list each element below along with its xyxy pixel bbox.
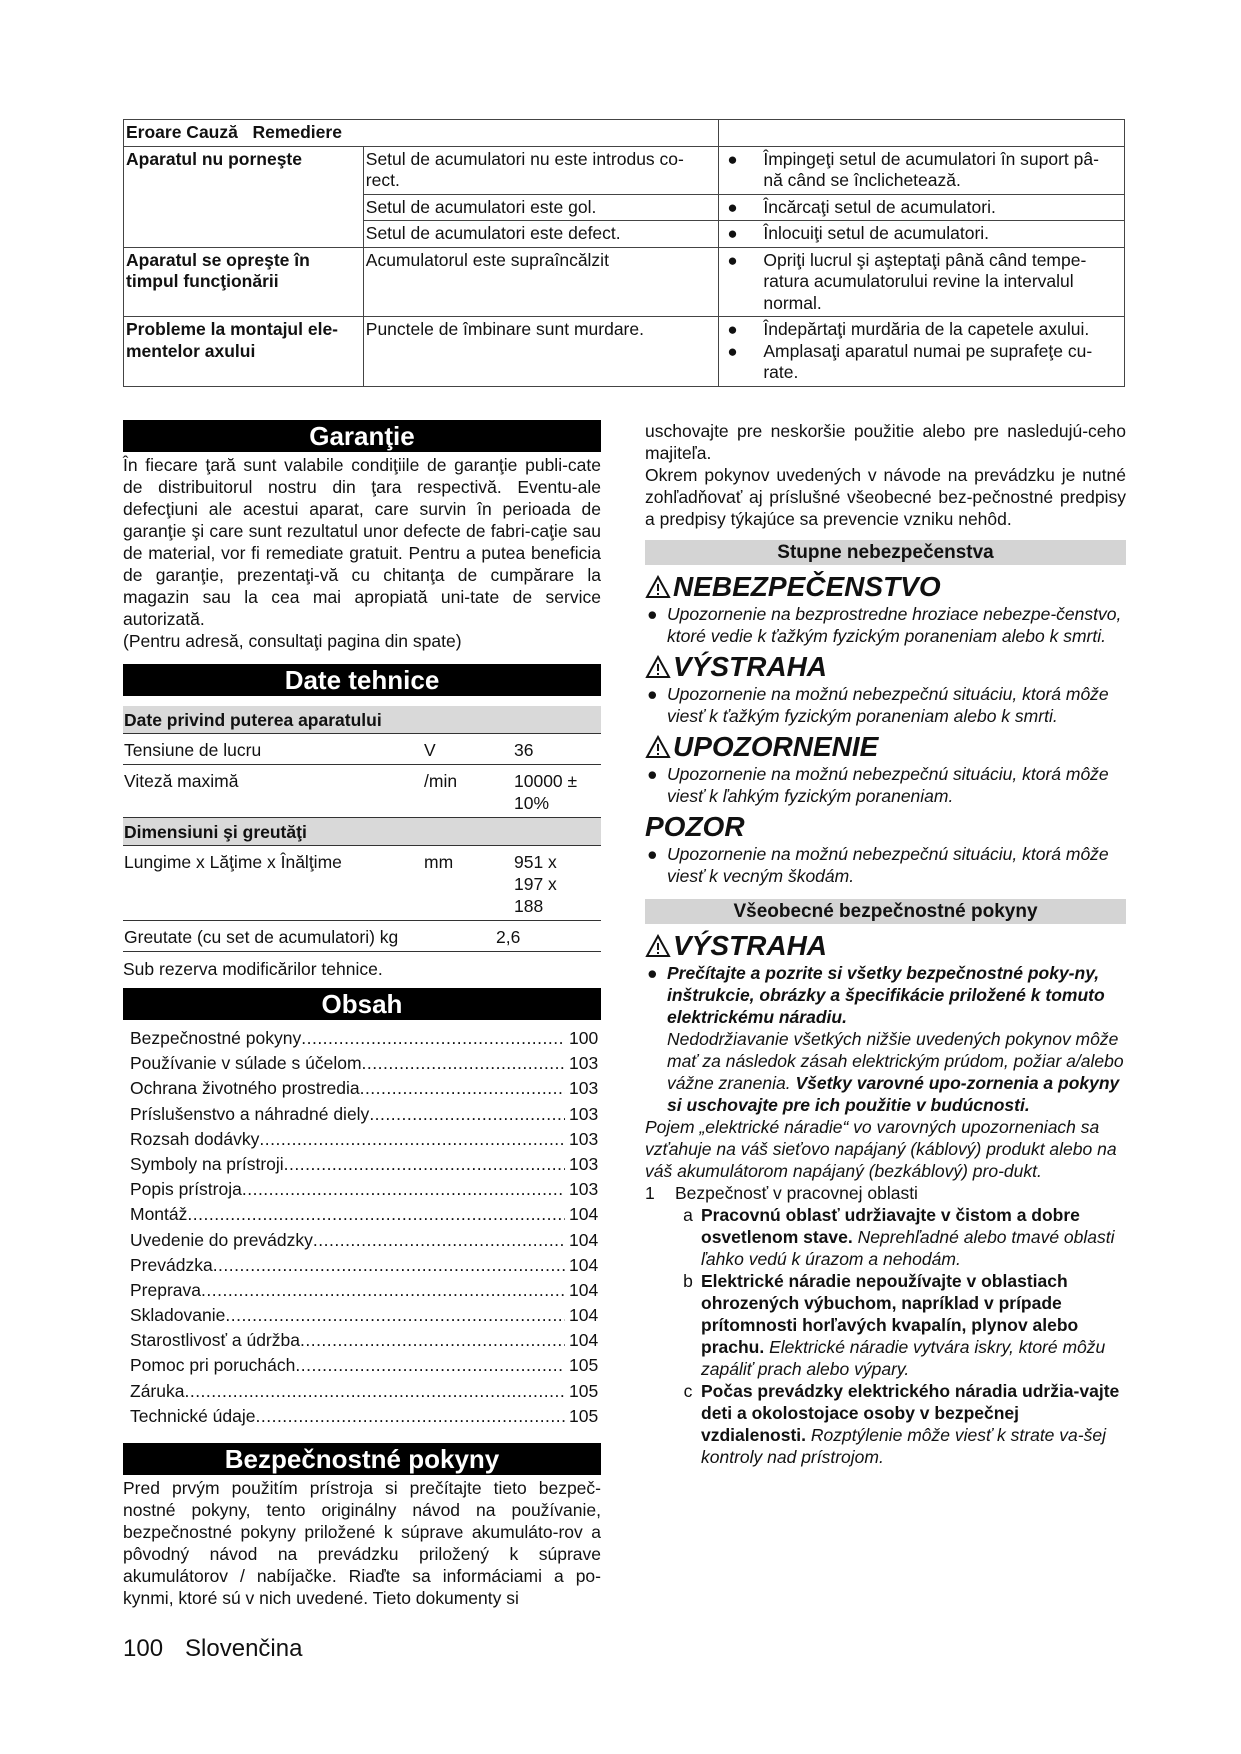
toc-leader: [225, 1303, 565, 1328]
toc-label: Starostlivosť a údržba: [130, 1330, 300, 1351]
warning-triangle-icon: [645, 934, 671, 958]
toc-label: Technické údaje: [130, 1405, 256, 1426]
toc-page: 105: [569, 1380, 599, 1401]
toc-page: 104: [569, 1229, 599, 1250]
toc-leader: [213, 1253, 565, 1278]
table-row: [124, 317, 1125, 387]
sub-bold: Elektrické náradie nepoužívajte v oblastiach ohrozených výbuchom, napríklad v prípade prítomnosti horľavých kvapalín, plynov alebo prachu.: [701, 1271, 1079, 1357]
remedy-cell: [719, 146, 1125, 194]
remedy-text: Împingeţi setul de acumulatori în suport pâ-nă când se înclichetează.: [763, 148, 1099, 190]
tech-section-dimensions: Dimensiuni şi greutăţi: [123, 818, 601, 846]
table-row: [124, 247, 1125, 317]
tech-name: Tensiune de lucru: [124, 740, 262, 760]
bullet-icon: ●: [727, 320, 738, 339]
toc-label: Uvedenie do prevádzky: [130, 1229, 313, 1250]
warning-triangle-icon: [645, 655, 671, 679]
pojem-text: Pojem „elektrické náradie“ vo varovných upozorneniach sa vzťahuje na váš sieťovo napájaný (káblový) produkt alebo na váš akumulátorom napájaný (bezkáblový) pro-dukt.: [645, 1117, 1117, 1181]
toc-leader: [369, 1102, 565, 1127]
toc-page: 100: [569, 1028, 599, 1048]
vystraha-text: VÝSTRAHA: [673, 930, 828, 961]
vseobecne-heading: Všeobecné bezpečnostné pokyny: [645, 899, 1126, 924]
toc-leader: [301, 1026, 565, 1051]
tech-section-power: Date privind puterea aparatului: [123, 706, 601, 734]
hazard-level-text: Upozornenie na možnú nebezpečnú situáciu, ktorá môže viesť k vecným škodám.: [667, 844, 1109, 886]
toc-leader: [295, 1353, 565, 1378]
table-header-cell: [124, 120, 719, 147]
toc-item: [130, 1228, 601, 1253]
tech-name: Lungime x Lăţime x Înălţime: [124, 852, 342, 872]
tech-unit: /min: [424, 771, 458, 791]
table-header-empty: [719, 120, 1125, 147]
toc-label: Pomoc pri poruchách: [130, 1355, 296, 1376]
cause-cell: Punctele de îmbinare sunt murdare.: [363, 317, 719, 387]
tech-value: 36: [514, 740, 534, 760]
tech-value: 2,6: [496, 927, 521, 947]
toc-page: 104: [569, 1330, 599, 1351]
sub-item: [645, 1204, 1126, 1270]
vystraha-bold: Prečítajte a pozrite si všetky bezpečnostné poky-ny, inštrukcie, obrázky a špecifikácie priložené k tomuto elektrickému náradiu.: [667, 963, 1105, 1027]
toc-label: Rozsah dodávky: [130, 1128, 260, 1149]
table-of-contents: [123, 1026, 601, 1429]
sub-item: [645, 1270, 1126, 1380]
hazard-level-desc: [645, 683, 1126, 727]
hazard-level-desc: [645, 763, 1126, 807]
toc-leader: [362, 1051, 565, 1076]
toc-item: [130, 1076, 601, 1101]
toc-item: [130, 1404, 601, 1429]
toc-label: Symboly na prístroji: [130, 1153, 284, 1174]
sub-normal: Rozptýlenie môže viesť k strate va-šej kontroly nad prístrojom.: [701, 1425, 1106, 1467]
remedy-text: Înlocuiţi setul de acumulatori.: [763, 223, 990, 243]
toc-label: Záruka: [130, 1380, 185, 1401]
toc-page: 105: [569, 1355, 599, 1376]
bullet-icon: ●: [727, 197, 738, 217]
toc-label: Skladovanie: [130, 1305, 226, 1326]
bullet-icon: ●: [647, 963, 658, 983]
sub-text: [701, 1204, 1126, 1270]
toc-item: [130, 1202, 601, 1227]
vystraha-bullet: [645, 962, 1126, 1028]
hazard-level-label: [645, 571, 1126, 603]
hazard-level-label: [645, 651, 1126, 683]
hazard-level-label: [645, 811, 1126, 843]
tech-row: [123, 921, 601, 952]
toc-leader: [360, 1076, 565, 1101]
toc-leader: [201, 1278, 565, 1303]
hazard-level-text: Upozornenie na možnú nebezpečnú situáciu, ktorá môže viesť k ľahkým fyzickým poraneniam.: [667, 764, 1109, 806]
page-footer: [123, 1634, 324, 1664]
remedy-cell: [719, 194, 1125, 221]
section-1: [645, 1182, 1126, 1204]
hazard-level-name: POZOR: [645, 811, 745, 842]
table-header-row: [124, 120, 1125, 147]
toc-label: Ochrana životného prostredia: [130, 1078, 360, 1099]
toc-page: 103: [569, 1053, 599, 1074]
toc-label: Popis prístroja: [130, 1179, 242, 1200]
toc-label: Montáž: [130, 1204, 188, 1225]
garantie-note: (Pentru adresă, consultaţi pagina din spate): [123, 631, 462, 651]
toc-label: Používanie v súlade s účelom: [130, 1053, 362, 1074]
right-column: [645, 420, 1126, 1468]
vystraha-body: [645, 1028, 1126, 1116]
hazard-level-desc: [645, 603, 1126, 647]
stupne-heading: Stupne nebezpečenstva: [645, 540, 1126, 565]
toc-page: 104: [569, 1204, 599, 1225]
section-number: 1: [645, 1183, 655, 1203]
remedy-text: Încărcaţi setul de acumulatori.: [763, 196, 996, 217]
toc-page: 104: [569, 1279, 599, 1300]
toc-label: Preprava: [130, 1279, 202, 1300]
bullet-icon: ●: [727, 250, 738, 270]
vystraha-bold2: Všetky varovné upo-zornenia a pokyny si uschovajte pre ich použitie v budúcnosti.: [667, 1073, 1120, 1115]
vystraha-normal: Nedodržiavanie všetkých nižšie uvedených pokynov môže mať za následok zásah elektrickým prúdom, požiar a/alebo vážne zranenia.: [667, 1029, 1124, 1093]
header-remedy: Remediere: [252, 122, 342, 142]
sub-letter: a: [683, 1205, 693, 1225]
remedy-text: Opriţi lucrul şi aşteptaţi până când tempe-ratura acumulatorului revine la intervalul normal.: [763, 249, 1087, 313]
toc-page: 103: [569, 1153, 599, 1174]
toc-item: [130, 1303, 601, 1328]
tech-unit: V: [424, 740, 436, 760]
toc-item: [130, 1177, 601, 1202]
hazard-level-text: Upozornenie na bezprostredne hroziace nebezpe-čenstvo, ktoré vedie k ťažkým fyzickým poraneniam alebo k smrti.: [667, 604, 1122, 646]
toc-label: Bezpečnostné pokyny: [130, 1028, 302, 1048]
page-number: 100: [123, 1635, 164, 1662]
bullet-icon: ●: [727, 341, 738, 361]
vystraha-label: [645, 930, 1126, 962]
toc-label: Prevádzka: [130, 1254, 213, 1275]
section-1-items: [645, 1204, 1126, 1468]
hazard-level-text: Upozornenie na možnú nebezpečnú situáciu, ktorá môže viesť k ťažkým fyzickým poraneniam alebo k smrti.: [667, 684, 1109, 726]
bullet-icon: ●: [647, 844, 658, 864]
garantie-heading: Garanţie: [123, 420, 601, 452]
toc-item: [130, 1026, 601, 1051]
hazard-levels: [645, 571, 1126, 887]
toc-page: 103: [569, 1128, 599, 1149]
toc-leader: [242, 1177, 565, 1202]
hazard-level-name: NEBEZPEČENSTVO: [673, 571, 941, 602]
cause-cell: Setul de acumulatori nu este introdus co-rect.: [363, 146, 719, 194]
toc-item: [130, 1152, 601, 1177]
toc-item: [130, 1328, 601, 1353]
error-cell: Aparatul nu porneşte: [124, 146, 364, 247]
header-error-cause: Eroare Cauză: [126, 122, 238, 142]
tech-name: Viteză maximă: [124, 771, 239, 791]
cause-cell: Setul de acumulatori este defect.: [363, 221, 719, 248]
toc-item: [130, 1379, 601, 1404]
toc-leader: [284, 1152, 565, 1177]
warning-triangle-icon: [645, 735, 671, 759]
left-column: [123, 420, 601, 1609]
tech-unit: mm: [424, 852, 454, 872]
remedy-text: Amplasaţi aparatul numai pe suprafeţe cu-rate.: [763, 340, 1093, 382]
toc-label: Príslušenstvo a náhradné diely: [130, 1103, 370, 1124]
bezpecnostne-heading: Bezpečnostné pokyny: [123, 1443, 601, 1475]
sub-bold: Počas prevádzky elektrického náradia udržia-vajte deti a okolostojace osoby v bezpečnej vzdialenosti.: [701, 1381, 1120, 1445]
remedy-cell: [719, 247, 1125, 317]
remedy-cell: [719, 317, 1125, 387]
cause-cell: Setul de acumulatori este gol.: [363, 194, 719, 221]
toc-page: 103: [569, 1078, 599, 1099]
tech-name: Greutate (cu set de acumulatori) kg: [124, 927, 399, 947]
hazard-level-name: VÝSTRAHA: [673, 651, 828, 682]
sub-normal: Elektrické náradie vytvára iskry, ktoré môžu zapáliť prach alebo výpary.: [701, 1337, 1106, 1379]
toc-leader: [184, 1379, 565, 1404]
date-tehnice-heading: Date tehnice: [123, 664, 601, 696]
sub-letter: c: [683, 1381, 693, 1401]
bullet-icon: ●: [647, 764, 658, 784]
remedy-text: Îndepărtaţi murdăria de la capetele axului.: [763, 319, 1090, 339]
sub-normal: Neprehľadné alebo tmavé oblasti ľahko vedú k úrazom a nehodám.: [701, 1227, 1115, 1269]
sub-bold: Pracovnú oblasť udržiavajte v čistom a dobre osvetlenom stave.: [701, 1205, 1080, 1247]
tech-note: Sub rezerva modificărilor tehnice.: [123, 959, 383, 979]
tech-row: [123, 734, 601, 765]
tech-data-table: [123, 706, 601, 952]
toc-page: 103: [569, 1179, 599, 1200]
obsah-heading: Obsah: [123, 988, 601, 1020]
tech-row: [123, 765, 601, 818]
toc-leader: [187, 1202, 565, 1227]
footer-language: Slovenčina: [185, 1635, 303, 1662]
toc-item: [130, 1353, 601, 1378]
toc-page: 104: [569, 1305, 599, 1326]
bullet-icon: ●: [647, 684, 658, 704]
sub-text: [701, 1270, 1126, 1380]
warning-triangle-icon: [645, 575, 671, 599]
sub-text: [701, 1380, 1126, 1468]
toc-item: [130, 1278, 601, 1303]
toc-leader: [256, 1404, 566, 1429]
hazard-level-name: UPOZORNENIE: [673, 731, 879, 762]
bullet-icon: ●: [647, 604, 658, 624]
right-p1: uschovajte pre neskoršie použitie alebo pre nasledujú-ceho majiteľa.: [645, 421, 1126, 463]
error-cell: Aparatul se opreşte în timpul funcţionării: [124, 247, 364, 317]
section-title: Bezpečnosť v pracovnej oblasti: [675, 1183, 918, 1203]
toc-page: 104: [569, 1254, 599, 1275]
toc-leader: [313, 1228, 565, 1253]
error-cell: Probleme la montajul ele-mentelor axului: [124, 317, 364, 387]
hazard-level-label: [645, 731, 1126, 763]
tech-value: 951 x 197 x 188: [514, 852, 557, 916]
toc-item: [130, 1102, 601, 1127]
troubleshooting-table: [123, 119, 1125, 387]
toc-item: [130, 1051, 601, 1076]
remedy-cell: [719, 221, 1125, 248]
bezpecnostne-text: Pred prvým použitím prístroja si prečítajte tieto bezpeč-nostné pokyny, tento originálny návod na používanie, bezpečnostné pokyny priložené k súprave akumuláto-rov a pôvodný návod na prevádzku priložený k súprave akumulátorov / nabíjačke. Riaďte sa informáciami a po-kynmi, ktoré sú v nich uvedené. Tieto dokumenty si: [123, 1478, 601, 1608]
toc-item: [130, 1253, 601, 1278]
tech-row: [123, 846, 601, 921]
toc-item: [130, 1127, 601, 1152]
right-p2: Okrem pokynov uvedených v návode na prevádzku je nutné zohľadňovať aj príslušné všeobecné bez-pečnostné predpisy a predpisy týkajúce sa prevencie vzniku nehôd.: [645, 465, 1126, 529]
sub-letter: b: [683, 1271, 693, 1291]
toc-leader: [259, 1127, 565, 1152]
toc-leader: [300, 1328, 565, 1353]
cause-cell: Acumulatorul este supraîncălzit: [363, 247, 719, 317]
toc-page: 105: [569, 1405, 599, 1426]
garantie-text: În fiecare ţară sunt valabile condiţiile de garanţie publi-cate de distribuitorul nostru din ţara respectivă. Eventu-ale defecţiuni ale acestui aparat, care survin în perioada de garanţie şi care sunt rezultatul unor defecte de fabri-caţie sau de material, vor fi remediate gratuit. Pentru a putea beneficia de garanţie, prezentaţi-vă cu chitanţa de cumpărare la magazin sau la cea mai apropiată uni-tate de service autorizată.: [123, 455, 601, 629]
table-row: [124, 146, 1125, 194]
toc-page: 103: [569, 1103, 599, 1124]
bullet-icon: ●: [727, 224, 738, 243]
hazard-level-desc: [645, 843, 1126, 887]
sub-item: [645, 1380, 1126, 1468]
bullet-icon: ●: [727, 149, 738, 169]
tech-value: 10000 ± 10%: [514, 771, 578, 813]
